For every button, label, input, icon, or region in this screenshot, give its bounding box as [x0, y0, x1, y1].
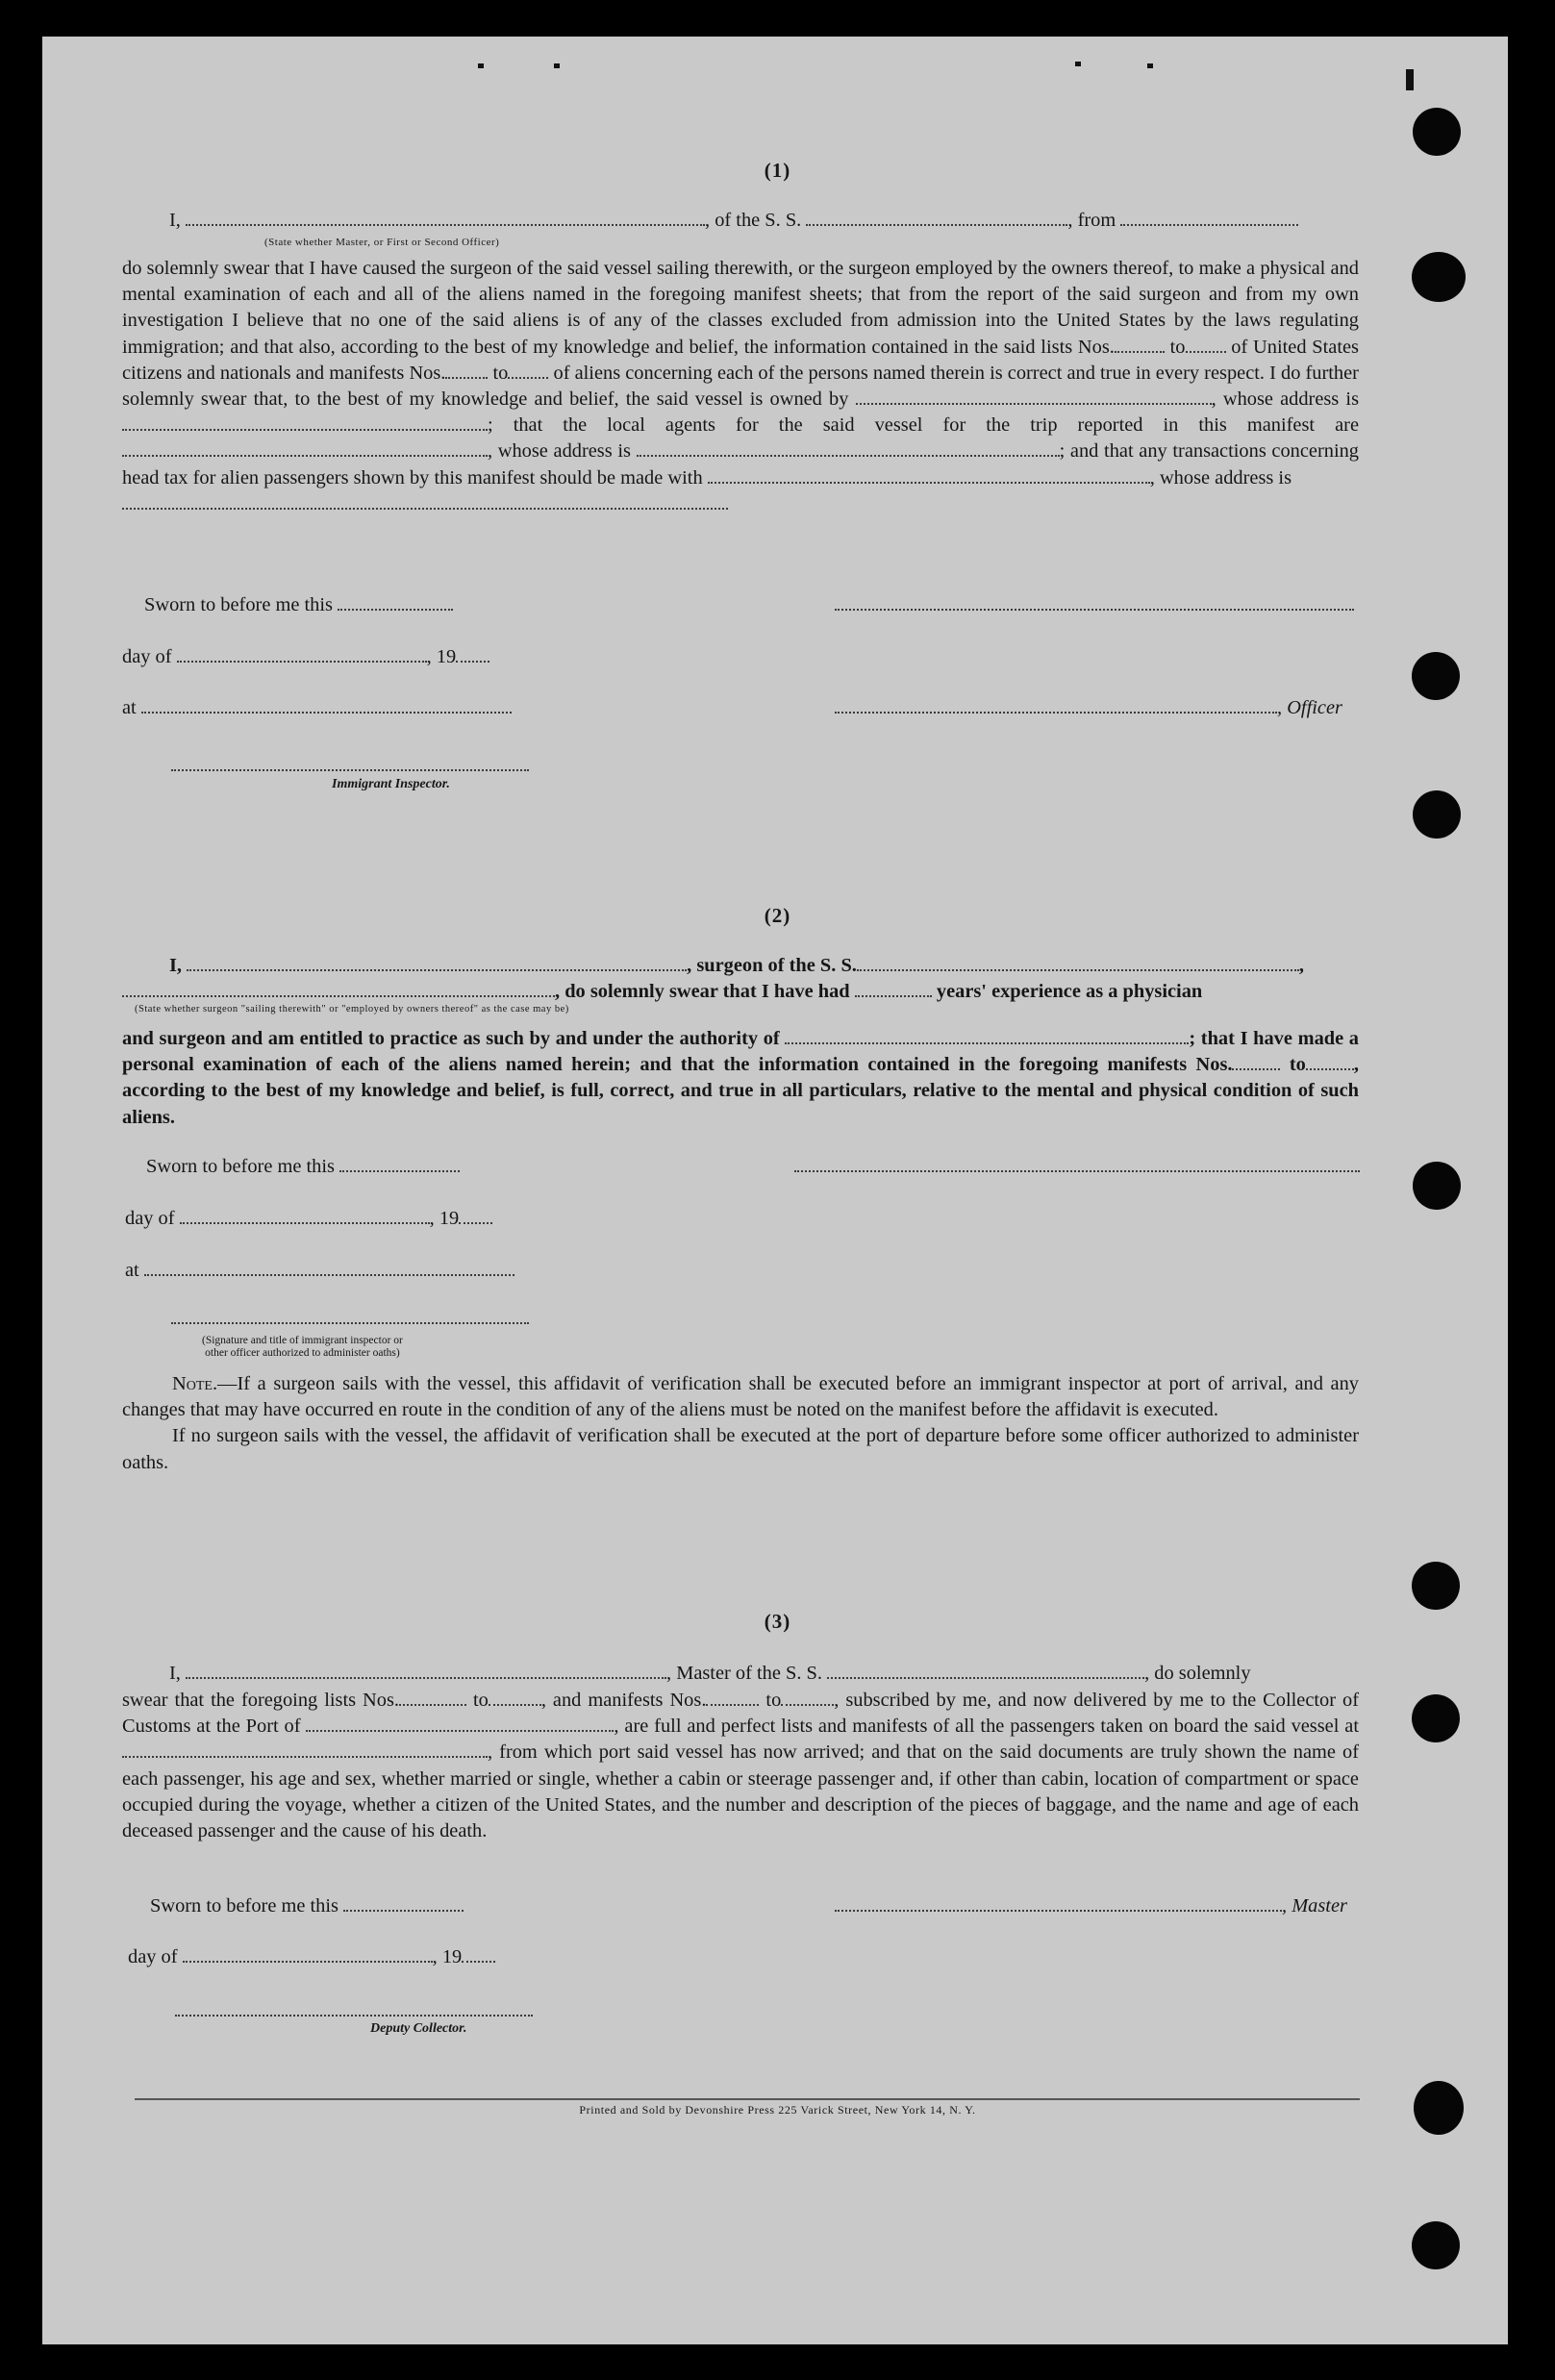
text: , Master	[1282, 1895, 1347, 1917]
text: to	[1289, 1054, 1306, 1076]
vessel-blank[interactable]	[806, 210, 1067, 226]
master-line	[169, 1663, 1251, 1685]
printer-imprint: Printed and Sold by Devonshire Press 225 Varick Street, New York 14, N. Y.	[579, 2103, 976, 2117]
blank[interactable]	[489, 1690, 541, 1706]
affidavit-2-body	[122, 1026, 1359, 1131]
footer-rule	[135, 2098, 1360, 2100]
text: to	[472, 1690, 489, 1711]
surgeon-caption: (State whether surgeon "sailing therewith" or "employed by owners thereof" as the case may be)	[135, 1004, 569, 1015]
text: I,	[169, 210, 181, 231]
officer-row	[835, 697, 1342, 719]
inspector-caption: Immigrant Inspector.	[332, 777, 450, 791]
blank[interactable]	[399, 1690, 466, 1706]
text: Sworn to before me this	[146, 1156, 335, 1177]
years-blank[interactable]	[855, 981, 932, 997]
blank[interactable]	[462, 1946, 495, 1963]
blank[interactable]	[459, 1208, 492, 1224]
text: ; and that any transactions concerning head tax for alien passengers shown by this manifest should be made with	[122, 440, 1360, 489]
text: , are full and perfect lists and manifests of all the passengers taken on board the said vessel at	[614, 1716, 1359, 1738]
text: , do solemnly	[1144, 1663, 1251, 1684]
text: If no surgeon sails with the vessel, the affidavit of verification shall be executed at the port of departure before some officer authorized to administer oaths.	[122, 1425, 1359, 1473]
text: —If a surgeon sails with the vessel, this affidavit of verification shall be executed before an immigrant inspector at port of arrival, and any changes that may have occurred en route in the condition of any of the aliens must be noted on the manifest before the affidavit is executed.	[122, 1373, 1359, 1421]
day-row	[128, 1946, 495, 1968]
ink-speck	[1075, 62, 1081, 66]
master-caption: (State whether Master, or First or Second Officer)	[264, 237, 500, 248]
text: , from which port said vessel has now arrived; and that on the said documents are truly shown the name of each passenger, his age and sex, whether married or single, whether a cabin or steerage passenger and, if other than cabin, location of compartment or space occupied during the voyage, whether a citizen of the United States, and the number and description of the pieces of baggage, and the name and age of each deceased passenger and the cause of his death.	[122, 1741, 1359, 1842]
blank[interactable]	[445, 363, 488, 379]
text: , Master of the S. S.	[666, 1663, 822, 1684]
text: ,	[1298, 955, 1305, 976]
deponent-line	[169, 210, 1298, 232]
text: , surgeon of the S. S.	[687, 955, 857, 976]
text: at	[125, 1260, 139, 1281]
blank[interactable]	[1306, 1055, 1354, 1071]
text: I,	[169, 955, 183, 976]
signature-blank[interactable]	[835, 594, 1354, 616]
text: day of	[128, 1946, 178, 1967]
note-block	[122, 1371, 1359, 1476]
text: ; that the local agents for the said vessel for the trip reported in this manifest are	[488, 414, 1359, 437]
blank[interactable]	[122, 981, 555, 997]
blank[interactable]	[144, 1260, 514, 1276]
text: of United States citizens and nationals and manifests Nos.	[122, 336, 1359, 384]
name-blank[interactable]	[186, 1663, 666, 1679]
agents-blank[interactable]	[122, 441, 488, 458]
day-row	[122, 646, 489, 668]
punch-hole	[1412, 2221, 1460, 2269]
inspector-blank[interactable]	[171, 1308, 529, 1330]
embark-blank[interactable]	[122, 1742, 488, 1759]
text: , do solemnly swear that I have had	[555, 981, 850, 1002]
blank[interactable]	[1232, 1055, 1280, 1071]
blank[interactable]	[343, 1895, 464, 1912]
text: , according to the best of my knowledge and belief, is full, correct, and true in all particulars, relative to the mental and physical condition of such aliens.	[122, 1054, 1359, 1128]
text: , subscribed by me, and now delivered by me to the Collector of Customs at the Port of	[122, 1690, 1359, 1738]
text: and surgeon and am entitled to practice as such by and under the authority of	[122, 1028, 780, 1049]
text: , and manifests Nos.	[540, 1690, 707, 1711]
blank[interactable]	[177, 646, 427, 663]
name-blank[interactable]	[186, 210, 705, 226]
name-blank[interactable]	[187, 955, 687, 971]
collector-caption: Deputy Collector.	[370, 2021, 467, 2036]
blank[interactable]	[781, 1690, 834, 1706]
ink-speck	[554, 63, 560, 68]
vessel-blank[interactable]	[857, 955, 1299, 971]
head-tax-address-blank[interactable]	[122, 493, 728, 510]
affidavit-1-body	[122, 256, 1359, 517]
punch-hole	[1413, 108, 1461, 156]
text: to	[492, 362, 509, 384]
blank[interactable]	[338, 594, 453, 611]
text: , whose address is	[1149, 466, 1292, 489]
at-row	[125, 1260, 514, 1282]
text: swear that the foregoing lists Nos.	[122, 1690, 399, 1711]
owner-blank[interactable]	[856, 388, 1212, 405]
authority-blank[interactable]	[785, 1028, 1189, 1044]
blank[interactable]	[1186, 337, 1226, 353]
sworn-row	[144, 594, 453, 616]
text: , 19	[426, 646, 457, 667]
text: , of the S. S.	[705, 210, 802, 231]
punch-hole	[1412, 252, 1466, 302]
blank[interactable]	[141, 697, 512, 714]
text: do solemnly swear that I have caused the surgeon of the said vessel sailing therewith, or the surgeon employed by the owners thereof, to make a physical and mental examination of each and all of the aliens named in the foregoing manifest sheets; that from the report of the said surgeon and from my own investigation I believe that no one of the said aliens is of any of the classes excluded from admission into the United States by the laws regulating immigration; and that also, according to the best of my knowledge and belief, the information contained in the said lists Nos.	[122, 258, 1359, 358]
from-blank[interactable]	[1120, 210, 1298, 226]
at-row	[122, 697, 512, 719]
text: day of	[125, 1208, 175, 1229]
text: other officer authorized to administer oaths)	[205, 1347, 400, 1359]
ink-speck	[1147, 63, 1153, 68]
text: , 19	[429, 1208, 460, 1229]
master-row	[835, 1895, 1347, 1917]
text: at	[122, 697, 137, 718]
text: , 19	[432, 1946, 463, 1967]
text: , whose address is	[488, 440, 631, 463]
ink-speck	[1406, 69, 1414, 90]
signature-blank[interactable]	[794, 1156, 1360, 1178]
blank[interactable]	[508, 363, 548, 379]
ink-speck	[478, 63, 484, 68]
text: Sworn to before me this	[150, 1895, 339, 1917]
text: to	[1169, 336, 1186, 358]
text: years' experience as a physician	[936, 981, 1203, 1002]
blank[interactable]	[180, 1208, 430, 1224]
punch-hole	[1412, 1694, 1460, 1742]
text: to	[765, 1690, 782, 1711]
punch-hole	[1412, 652, 1460, 700]
vessel-blank[interactable]	[827, 1663, 1144, 1679]
agents-address-blank[interactable]	[637, 441, 1060, 458]
text: , whose address is	[1211, 388, 1359, 411]
text: I,	[169, 1663, 181, 1684]
signature-caption	[202, 1335, 403, 1360]
master-blank[interactable]	[835, 1895, 1282, 1912]
blank[interactable]	[1115, 337, 1165, 353]
text: ; that I have made a personal examination of each of the aliens named herein; and that the information contained in the foregoing manifests Nos.	[122, 1028, 1359, 1076]
blank[interactable]	[183, 1946, 433, 1963]
text: , Officer	[1277, 697, 1342, 718]
officer-blank[interactable]	[835, 697, 1277, 714]
sworn-row	[146, 1156, 460, 1178]
port-blank[interactable]	[306, 1716, 614, 1733]
note-label: Note.	[172, 1373, 218, 1394]
punch-hole	[1413, 790, 1461, 839]
section-number: (3)	[764, 1610, 791, 1633]
text: , from	[1067, 210, 1116, 231]
collector-blank[interactable]	[175, 2000, 533, 2022]
text: (Signature and title of immigrant inspector or	[202, 1335, 403, 1346]
text: day of	[122, 646, 172, 667]
day-row	[125, 1208, 492, 1230]
section-number: (2)	[764, 904, 791, 927]
blank[interactable]	[339, 1156, 460, 1172]
owner-address-blank[interactable]	[122, 415, 488, 432]
inspector-blank[interactable]	[171, 755, 529, 777]
affidavit-3-body	[122, 1688, 1359, 1844]
punch-hole	[1413, 1162, 1461, 1210]
text: of aliens concerning each of the persons named therein is correct and true in every respect. I do further solemnly swear that, to the best of my knowledge and belief, the said vessel is owned by	[122, 362, 1359, 411]
head-tax-blank[interactable]	[708, 467, 1150, 484]
sworn-row	[150, 1895, 464, 1917]
surgeon-line-2	[122, 981, 1202, 1003]
text: Sworn to before me this	[144, 594, 333, 615]
blank[interactable]	[456, 646, 489, 663]
punch-hole	[1412, 1562, 1460, 1610]
surgeon-line	[169, 955, 1304, 977]
section-number: (1)	[764, 159, 791, 182]
blank[interactable]	[706, 1690, 759, 1706]
